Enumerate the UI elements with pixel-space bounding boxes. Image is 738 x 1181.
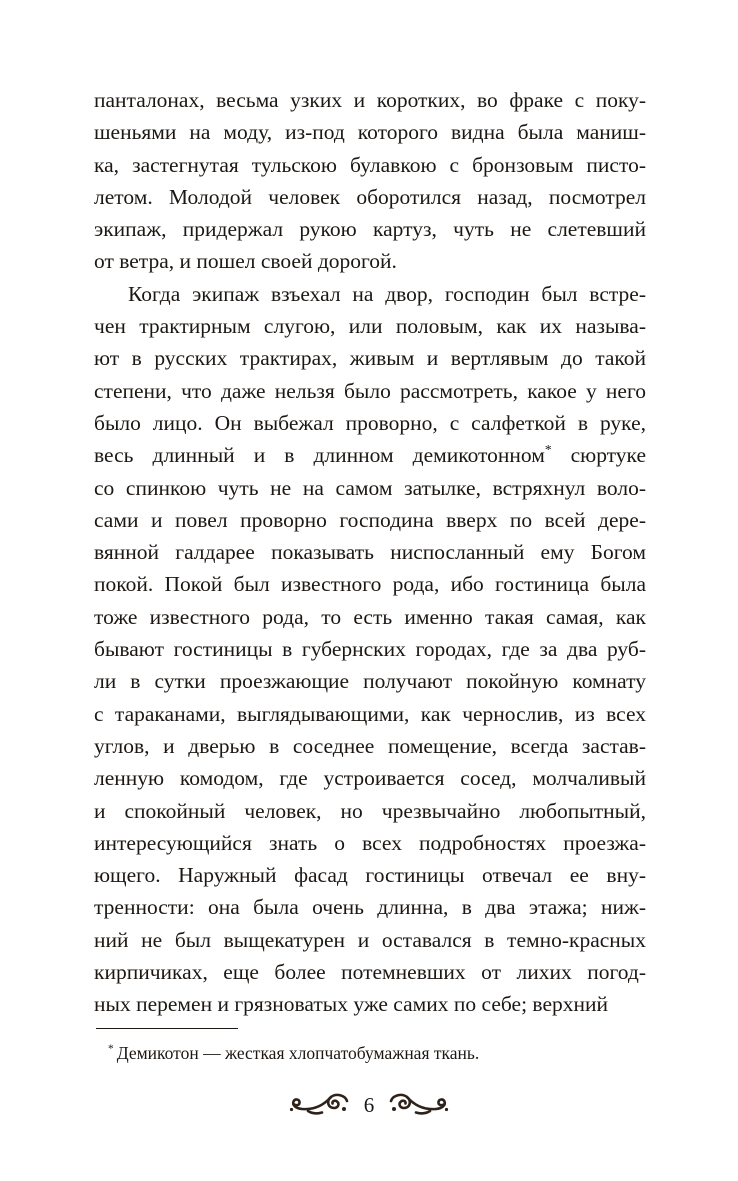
footnote-ref-marker: * bbox=[544, 442, 552, 458]
text-line: ленную комодом, где устроивается сосед, молчаливый bbox=[94, 766, 646, 791]
text-line: летом. Молодой человек оборотился назад, посмотрел bbox=[94, 184, 646, 209]
paragraph bbox=[94, 278, 646, 1021]
text-line: от ветра, и пошел своей дорогой. bbox=[94, 249, 397, 274]
text-line: ний не был выщекатурен и оставался в темно-красных bbox=[94, 927, 646, 952]
page-footer bbox=[0, 1092, 738, 1118]
text-line: бывают гостиницы в губернских городах, где за два руб- bbox=[94, 637, 646, 662]
text-line: ющего. Наружный фасад гостиницы отвечал ее вну- bbox=[94, 863, 646, 888]
scroll-flourish-icon bbox=[388, 1092, 450, 1118]
text-line: чен трактирным слугою, или половым, как их называ- bbox=[94, 314, 646, 339]
footnote-area bbox=[94, 1028, 646, 1064]
paragraph bbox=[94, 84, 646, 278]
text-line: ют в русских трактирах, живым и вертлявым до такой bbox=[94, 346, 646, 371]
text-line: сами и повел проворно господина вверх по всей дере- bbox=[94, 507, 646, 532]
text-line: вянной галдарее показывать ниспосланный ему Богом bbox=[94, 540, 646, 565]
text-line: тоже известного рода, то есть именно такая самая, как bbox=[94, 604, 646, 629]
text-line: тренности: она была очень длинна, в два этажа; ниж- bbox=[94, 895, 646, 920]
text-line: с тараканами, выглядывающими, как чернослив, из всех bbox=[94, 701, 646, 726]
footnote-divider bbox=[96, 1028, 238, 1029]
text-line: панталонах, весьма узких и коротких, во фраке с поку- bbox=[94, 88, 646, 112]
text-line: ка, застегнутая тульскою булавкою с бронзовым писто- bbox=[94, 152, 646, 177]
text-line: степени, что даже нельзя было рассмотреть, какое у него bbox=[94, 378, 646, 403]
footnote-text: Демикотон — жесткая хлопчатобумажная ткань. bbox=[116, 1042, 480, 1063]
text-line: со спинкою чуть не на самом затылке, встряхнул воло- bbox=[94, 475, 646, 500]
page-text bbox=[94, 84, 646, 1021]
text-line: весь длинный и в длинном демикотонном* сюртуке bbox=[94, 442, 646, 468]
footnote-marker: * bbox=[108, 1043, 114, 1055]
page-number: 6 bbox=[363, 1092, 375, 1117]
text-line: Когда экипаж взъехал на двор, господин был встре- bbox=[128, 281, 646, 306]
text-line: экипаж, придержал рукою картуз, чуть не слетевший bbox=[94, 217, 646, 242]
text-line: ных перемен и грязноватых уже самих по себе; верхний bbox=[94, 992, 609, 1017]
text-line: было лицо. Он выбежал проворно, с салфеткой в руке, bbox=[94, 410, 646, 435]
scroll-flourish-icon bbox=[288, 1092, 350, 1118]
text-line: покой. Покой был известного рода, ибо гостиница была bbox=[94, 572, 646, 597]
text-line: ли в сутки проезжающие получают покойную комнату bbox=[94, 669, 646, 694]
text-line: углов, и дверью в соседнее помещение, всегда застав- bbox=[94, 733, 646, 758]
text-line: и спокойный человек, но чрезвычайно любопытный, bbox=[94, 798, 646, 823]
text-line: кирпичиках, еще более потемневших от лихих погод- bbox=[94, 960, 646, 985]
text-line: шеньями на моду, из-под которого видна была маниш- bbox=[94, 120, 646, 145]
footnote bbox=[94, 1038, 646, 1064]
text-line: интересующийся знать о всех подробностях проезжа- bbox=[94, 830, 646, 855]
